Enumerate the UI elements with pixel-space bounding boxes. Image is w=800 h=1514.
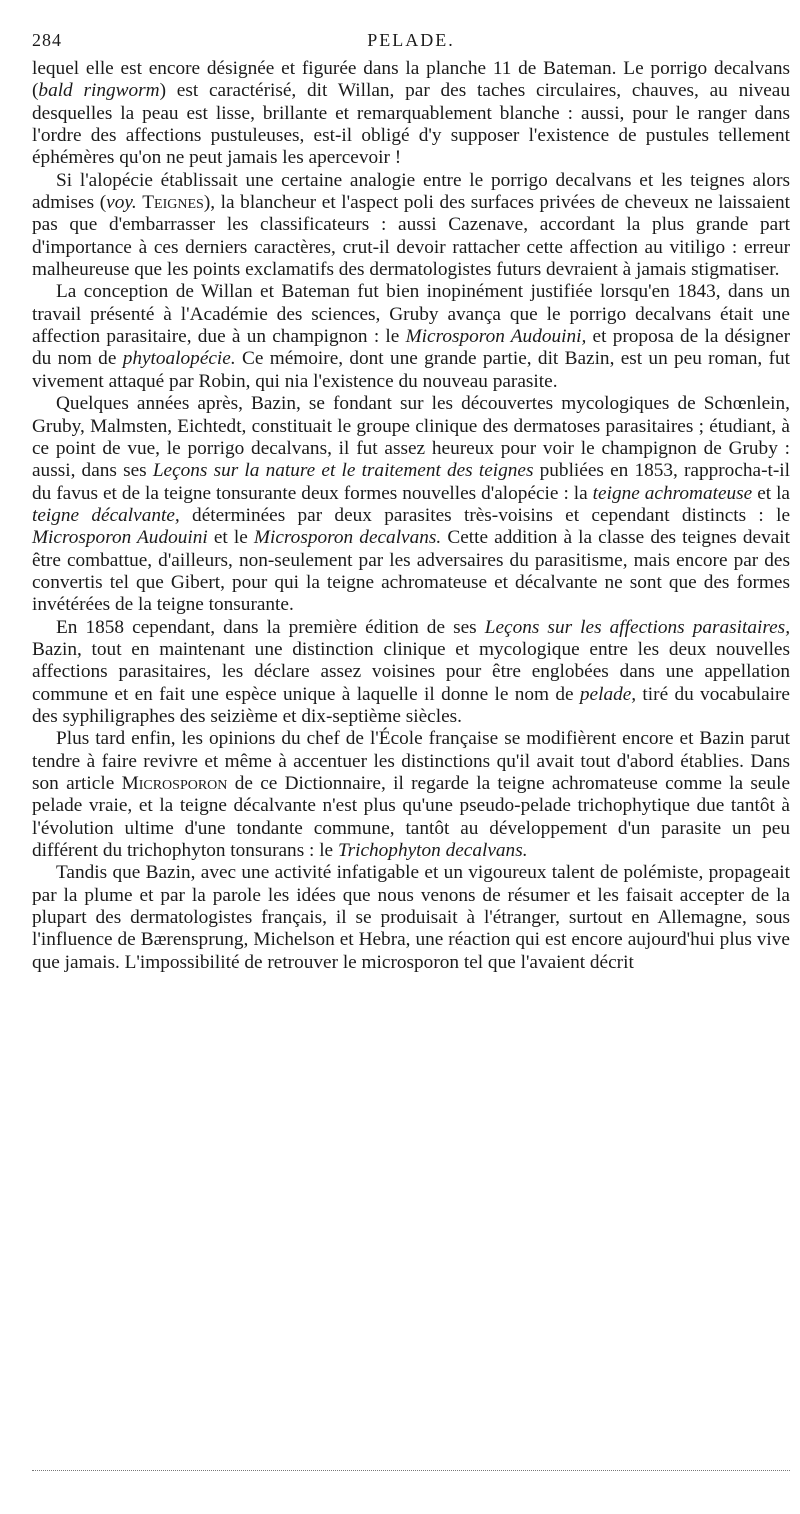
text-run: Cette addition à la classe des teignes devait être combattue, d'ailleurs, non-seulement par les adversaires du parasitisme, mais encore par des convertis tel que Gibert, pour qui la teigne achromateuse et décalvante ne sont que des formes invétérées de la teigne tonsurante.	[32, 527, 790, 616]
small-caps-text: Microsporon	[121, 773, 228, 794]
italic-text: Leçons sur les affections parasitaires,	[484, 616, 791, 638]
text-run: Ce mémoire, dont une grande partie, dit Bazin, est un peu roman, fut vivement attaqué par Robin, qui nia l'existence du nouveau parasite.	[32, 348, 790, 392]
text-run: et proposa de la désigner du nom de	[32, 326, 790, 370]
italic-text: teigne achromateuse	[592, 482, 753, 504]
paragraph	[32, 862, 790, 974]
text-run: En 1858 cependant, dans la première édition de ses	[56, 616, 485, 638]
text-run: et la	[752, 482, 790, 504]
page-header	[32, 30, 790, 58]
text-run: et le	[207, 527, 254, 549]
italic-text: Microsporon Audouini	[32, 527, 208, 549]
text-run: Quelques années après, Bazin, se fondant sur les découvertes mycologiques de Schœnlein, Gruby, Malmsten, Eichtedt, constituait le groupe clinique des dermatoses parasitaires ; étudiant, à ce point de vue, le porrigo decalvans, il fut assez heureux pour voir le champignon de Gruby : aussi, dans ses	[32, 393, 790, 482]
italic-text: pelade,	[579, 683, 637, 705]
text-run: tiré du vocabulaire des syphiligraphes des seizième et dix-septième siècles.	[32, 683, 790, 727]
italic-text: phytoalopécie.	[122, 348, 236, 370]
text-run: lequel elle est encore désignée et figurée dans la planche 11 de Bateman. Le porrigo decalvans (	[32, 58, 790, 102]
text-run: de ce Dictionnaire, il regarde la teigne achromateuse comme la seule pelade vraie, et la teigne décalvante n'est plus qu'une pseudo-pelade trichophytique due tantôt à l'évolution ultime d'une tondante commune, tantôt au développement d'un parasite un peu différent du trichophyton tonsurans : le	[32, 773, 791, 862]
document-page	[32, 30, 790, 974]
italic-text: teigne décalvante,	[32, 504, 180, 526]
paragraph	[32, 281, 790, 393]
running-title: PELADE.	[367, 30, 455, 50]
italic-text: bald ringworm	[38, 80, 160, 102]
paragraph	[32, 58, 790, 170]
text-run: Plus tard enfin, les opinions du chef de l'École française se modifièrent encore et Bazin parut tendre à faire revivre et même à accentuer les distinctions qu'il avait tout d'abord établies. Dans son article	[32, 728, 790, 794]
text-run: Tandis que Bazin, avec une activité infatigable et un vigoureux talent de polémiste, propageait par la plume et par la parole les idées que nous venons de résumer et les faisait accepter de la plupart des dermatologistes français, il se produisait à l'étranger, surtout en Allemagne, sous l'influence de Bærensprung, Michelson et Hebra, une réaction qui est encore aujourd'hui plus vive que jamais. L'impossibilité de retrouver le microsporon tel que l'avaient décrit	[32, 862, 790, 973]
paragraph	[32, 170, 790, 282]
italic-text: voy.	[106, 192, 137, 214]
page-number: 284	[32, 30, 62, 50]
italic-text: Microsporon decalvans.	[253, 527, 442, 549]
text-run: ), la blancheur et l'aspect poli des surfaces privées de cheveux ne laissaient pas que d'embarrasser les classificateurs : aussi Cazenave, accordant la plus grande part d'importance à ces derniers caractères, crut-il devoir rattacher cette affection au vitiligo : erreur malheureuse que les points exclamatifs des dermatologistes futurs devraient à jamais stigmatiser.	[32, 192, 791, 281]
text-run: publiées en 1853, rapprocha-t-il du favus et de la teigne tonsurante deux formes nouvelles d'alopécie : la	[32, 460, 790, 504]
text-run: déterminées par deux parasites très-voisins et cependant distincts : le	[179, 504, 791, 526]
paragraph	[32, 617, 790, 729]
italic-text: Trichophyton decalvans.	[337, 840, 528, 862]
text-run: ) est caractérisé, dit Willan, par des taches circulaires, chauves, au niveau desquelles la peau est lisse, brillante et remarquablement blanche : aussi, pour le ranger dans l'ordre des affections pustuleuses, est-il obligé d'y supposer l'existence de pustules tellement éphémères qu'on ne peut jamais les apercevoir !	[32, 80, 791, 169]
italic-text: Microsporon Audouini,	[405, 326, 587, 348]
text-run: Bazin, tout en maintenant une distinction clinique et mycologique entre les deux nouvelles affections parasitaires, les déclare assez voisines pour être englobées dans une appellation commune et en fait une espèce unique à laquelle il donne le nom de	[32, 638, 790, 705]
italic-text: Leçons sur la nature et le traitement des teignes	[152, 460, 534, 482]
body-text	[32, 58, 790, 974]
small-caps-text: Teignes	[142, 192, 204, 214]
footer-rule	[32, 1470, 790, 1471]
paragraph	[32, 393, 790, 616]
paragraph	[32, 728, 790, 862]
text-run: La conception de Willan et Bateman fut bien inopinément justifiée lorsqu'en 1843, dans un travail présenté à l'Académie des sciences, Gruby avança que le porrigo decalvans était une affection parasitaire, due à un champignon : le	[32, 281, 790, 348]
text-run: Si l'alopécie établissait une certaine analogie entre le porrigo decalvans et les teignes alors admises (	[32, 169, 790, 214]
